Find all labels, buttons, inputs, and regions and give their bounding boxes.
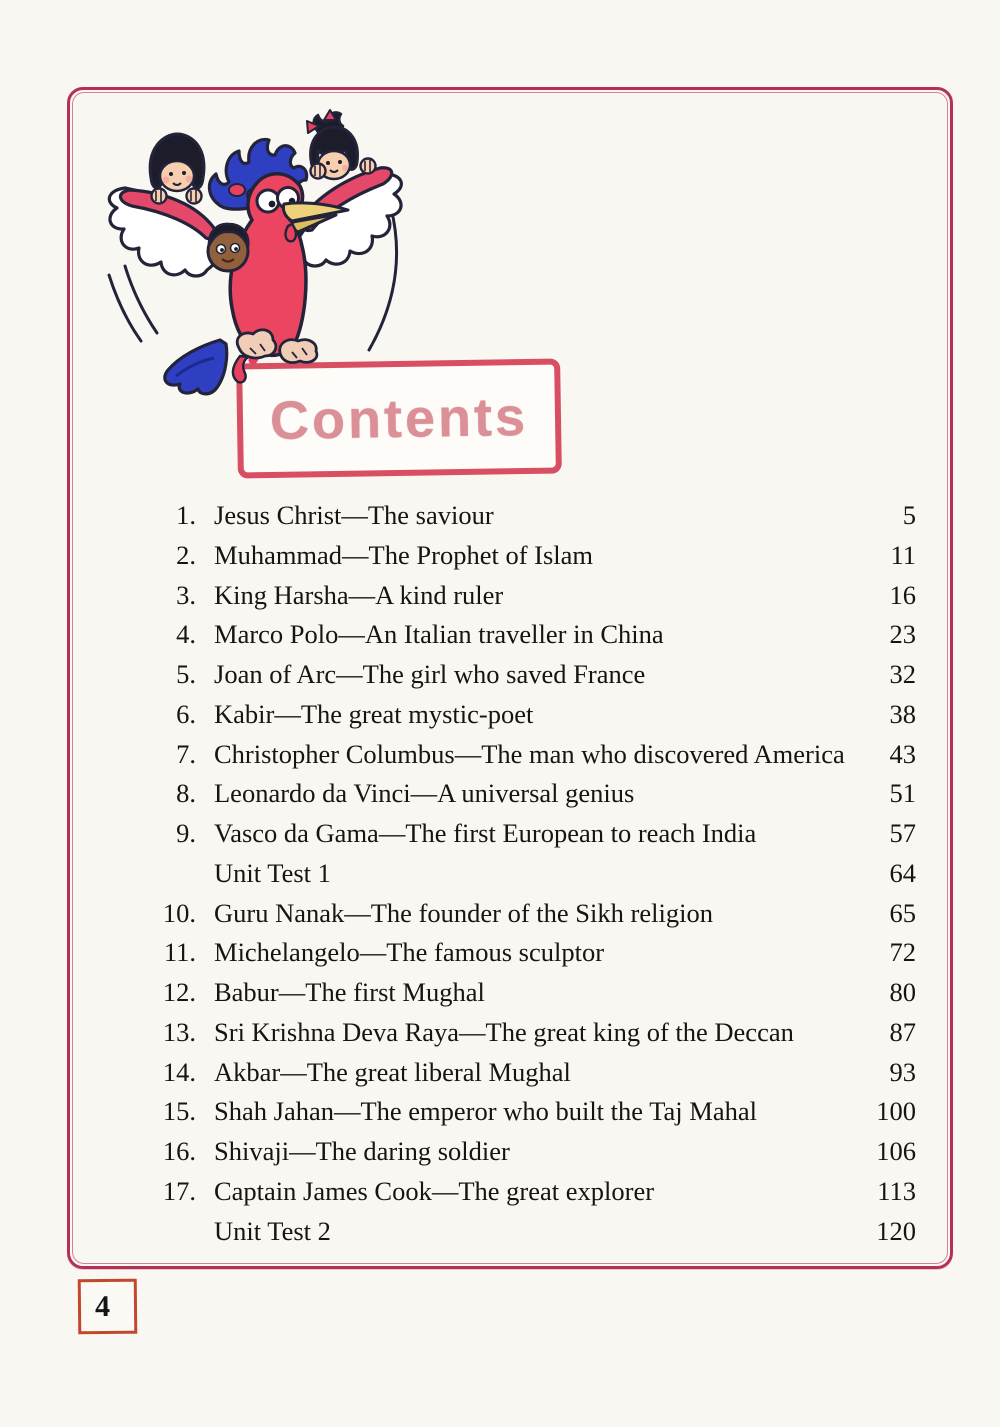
toc-entry-number: 2.: [176, 539, 196, 570]
toc-entry-number: 1.: [176, 500, 196, 530]
table-of-contents: [150, 500, 916, 1255]
toc-entry-number: 17.: [162, 1175, 196, 1206]
toc-entry-page: 65: [889, 897, 916, 928]
toc-entry-title: Shivaji—The daring soldier: [214, 1136, 510, 1166]
toc-entry-title: Michelangelo—The famous sculptor: [214, 937, 605, 968]
toc-entry-title: Marco Polo—An Italian traveller in China: [214, 619, 664, 650]
toc-entry-title: Unit Test 2: [214, 1215, 331, 1246]
toc-entry-title: Leonardo da Vinci—A universal genius: [214, 778, 635, 809]
toc-entry-title: Jesus Christ—The saviour: [214, 500, 494, 530]
toc-entry-page: 23: [889, 619, 916, 650]
toc-row: [150, 1057, 916, 1097]
toc-row: [150, 500, 916, 540]
toc-entry-page: 51: [889, 778, 916, 809]
toc-entry-page: 5: [902, 500, 916, 530]
toc-row: [150, 1136, 916, 1176]
page-title: Contents: [269, 386, 529, 451]
toc-entry-page: 93: [889, 1056, 916, 1087]
toc-row: [150, 1017, 916, 1057]
toc-row: [150, 619, 916, 659]
toc-entry-page: 32: [889, 659, 916, 689]
toc-entry-number: 15.: [162, 1096, 196, 1127]
toc-entry-page: 16: [889, 579, 916, 610]
toc-entry-title: Joan of Arc—The girl who saved France: [214, 659, 646, 689]
tail-feathers: [165, 340, 227, 394]
toc-row: [150, 858, 916, 898]
toc-entry-number: 9.: [176, 818, 196, 848]
toc-entry-title: King Harsha—A kind ruler: [214, 579, 504, 610]
toc-entry-page: 11: [890, 539, 916, 570]
toc-entry-title: Shah Jahan—The emperor who built the Taj Mahal: [214, 1096, 757, 1127]
toc-entry-page: 87: [889, 1016, 916, 1047]
toc-entry-number: 16.: [162, 1136, 196, 1166]
toc-entry-title: Sri Krishna Deva Raya—The great king of the Deccan: [214, 1016, 794, 1047]
toc-entry-page: 106: [876, 1136, 916, 1166]
toc-entry-title: Captain James Cook—The great explorer: [214, 1175, 655, 1206]
toc-row: [150, 937, 916, 977]
toc-entry-number: 4.: [176, 619, 196, 650]
toc-entry-title: Christopher Columbus—The man who discovered America: [214, 738, 845, 769]
toc-row: [150, 699, 916, 739]
toc-entry-page: 120: [876, 1215, 916, 1246]
toc-entry-page: 43: [889, 738, 916, 769]
toc-entry-number: 8.: [176, 778, 196, 809]
toc-entry-page: 113: [877, 1175, 916, 1206]
toc-entry-number: 3.: [176, 579, 196, 610]
toc-entry-number: 10.: [162, 897, 196, 928]
left-girl: [150, 134, 204, 191]
toc-row: [150, 778, 916, 818]
toc-entry-title: Unit Test 1: [214, 857, 331, 888]
toc-entry-page: 57: [889, 818, 916, 848]
toc-entry-page: 72: [889, 937, 916, 968]
toc-row: [150, 818, 916, 858]
toc-entry-page: 80: [889, 977, 916, 1007]
toc-row: [150, 580, 916, 620]
toc-entry-number: 7.: [176, 738, 196, 769]
toc-entry-title: Guru Nanak—The founder of the Sikh religion: [214, 897, 713, 928]
toc-row: [150, 659, 916, 699]
toc-row: [150, 977, 916, 1017]
toc-row: [150, 1216, 916, 1256]
page-number: 4: [94, 1289, 111, 1323]
toc-row: [150, 540, 916, 580]
toc-entry-title: Kabir—The great mystic-poet: [214, 698, 534, 729]
toc-entry-number: 13.: [162, 1016, 196, 1047]
page-number-box: [78, 1279, 138, 1335]
toc-entry-page: 38: [889, 698, 916, 729]
toc-entry-number: 11.: [163, 937, 196, 968]
toc-entry-title: Vasco da Gama—The first European to reach India: [214, 818, 757, 848]
toc-entry-number: 14.: [162, 1056, 196, 1087]
toc-row: [150, 1176, 916, 1216]
toc-entry-number: 12.: [162, 977, 196, 1007]
toc-entry-title: Babur—The first Mughal: [214, 977, 485, 1007]
toc-entry-title: Muhammad—The Prophet of Islam: [214, 539, 594, 570]
toc-row: [150, 898, 916, 938]
toc-entry-page: 64: [889, 857, 916, 888]
toc-row: [150, 739, 916, 779]
toc-entry-number: 5.: [176, 659, 196, 689]
toc-entry-title: Akbar—The great liberal Mughal: [214, 1056, 571, 1087]
boy-rider: [208, 224, 248, 271]
toc-row: [150, 1096, 916, 1136]
toc-entry-number: 6.: [176, 698, 196, 729]
toc-entry-page: 100: [876, 1096, 916, 1127]
bird-with-children-illustration: [80, 108, 430, 408]
